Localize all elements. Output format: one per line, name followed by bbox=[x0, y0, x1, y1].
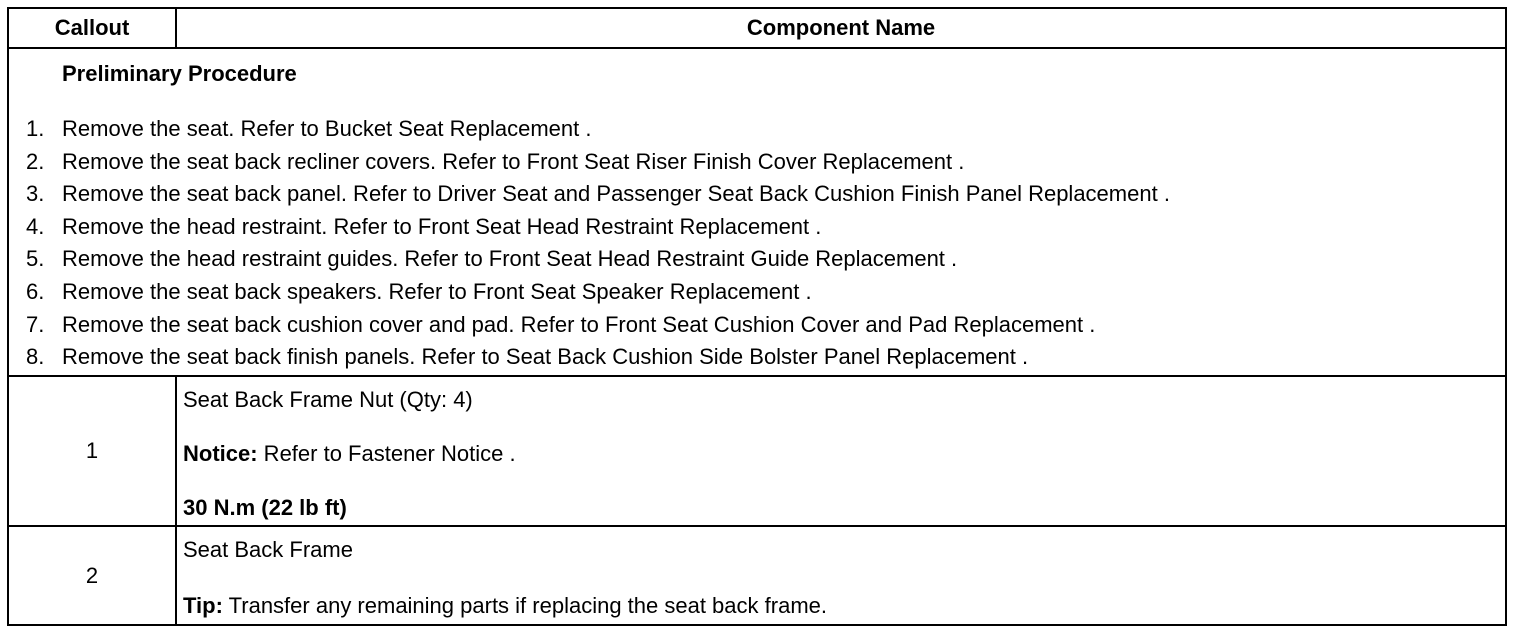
step-number: 3. bbox=[26, 181, 45, 207]
notice-text: Refer to Fastener Notice . bbox=[257, 441, 516, 466]
step-text: Remove the seat back speakers. Refer to Front Seat Speaker Replacement . bbox=[62, 278, 812, 304]
torque-spec: 30 N.m (22 lb ft) bbox=[183, 495, 347, 520]
notice-label: Notice: bbox=[183, 441, 258, 466]
step-text: Remove the seat back recliner covers. Refer to Front Seat Riser Finish Cover Replacement . bbox=[62, 148, 965, 174]
tip-label: Tip: bbox=[183, 593, 223, 618]
list-item bbox=[9, 146, 1170, 179]
step-text: Remove the head restraint guides. Refer to Front Seat Head Restraint Guide Replacement . bbox=[62, 246, 958, 272]
preliminary-procedure-title: Preliminary Procedure bbox=[62, 61, 297, 86]
list-item bbox=[9, 211, 1170, 244]
component-cell bbox=[177, 527, 1505, 624]
callout-column-header: Callout bbox=[9, 9, 177, 47]
step-number: 5. bbox=[26, 246, 45, 272]
step-number: 1. bbox=[26, 116, 45, 141]
step-number: 4. bbox=[26, 213, 45, 239]
list-item bbox=[9, 178, 1170, 211]
preliminary-procedure-row bbox=[9, 49, 1505, 377]
list-item bbox=[9, 243, 1170, 276]
list-item bbox=[9, 341, 1170, 374]
component-name-column-header: Component Name bbox=[746, 15, 936, 40]
step-number: 6. bbox=[26, 278, 45, 304]
callout-cell: 2 bbox=[9, 527, 177, 624]
step-text: Remove the seat. Refer to Bucket Seat Replacement . bbox=[62, 116, 592, 141]
step-text: Remove the head restraint. Refer to Front Seat Head Restraint Replacement . bbox=[62, 213, 822, 239]
component-table bbox=[7, 7, 1507, 626]
preliminary-steps-list bbox=[9, 113, 1170, 374]
step-text: Remove the seat back cushion cover and pad. Refer to Front Seat Cushion Cover and Pad Replacement . bbox=[62, 311, 1096, 337]
component-name: Seat Back Frame Nut (Qty: 4) bbox=[183, 387, 473, 412]
tip-text: Transfer any remaining parts if replacing the seat back frame. bbox=[222, 593, 827, 618]
list-item bbox=[9, 309, 1170, 342]
table-row bbox=[9, 377, 1505, 527]
tip-line bbox=[183, 593, 827, 619]
table-header-row bbox=[9, 9, 1505, 49]
callout-cell: 1 bbox=[9, 377, 177, 525]
table-row bbox=[9, 527, 1505, 624]
component-cell bbox=[177, 377, 1505, 525]
step-number: 2. bbox=[26, 148, 45, 174]
step-text: Remove the seat back panel. Refer to Driver Seat and Passenger Seat Back Cushion Finish Panel Replacement . bbox=[62, 181, 1170, 207]
step-number: 8. bbox=[26, 344, 45, 370]
step-text: Remove the seat back finish panels. Refer to Seat Back Cushion Side Bolster Panel Replacement . bbox=[62, 344, 1029, 370]
component-name: Seat Back Frame bbox=[183, 537, 353, 562]
list-item bbox=[9, 276, 1170, 309]
list-item bbox=[9, 113, 1170, 146]
notice-line bbox=[183, 441, 516, 467]
step-number: 7. bbox=[26, 311, 45, 337]
